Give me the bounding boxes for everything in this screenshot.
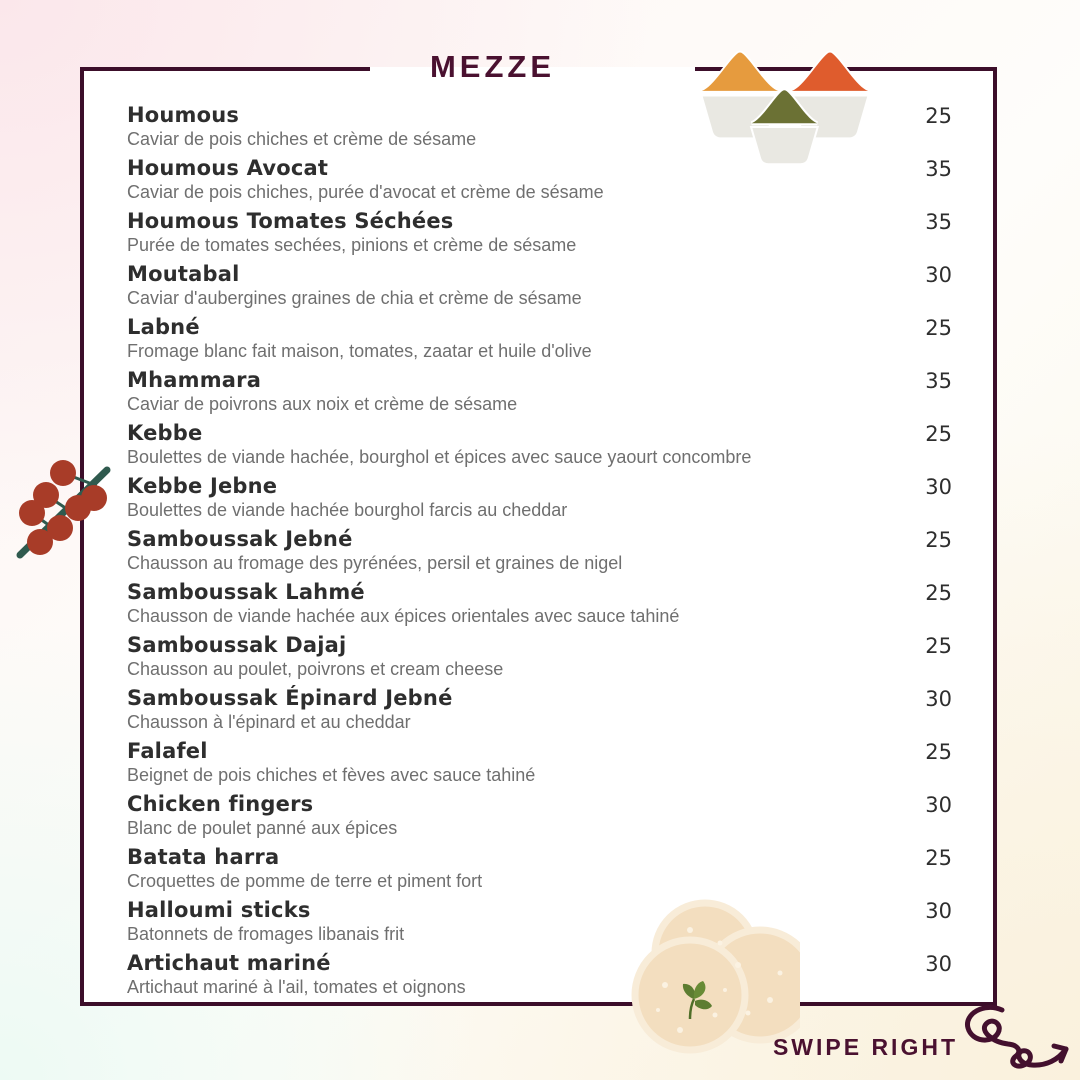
- item-price: 35: [925, 369, 952, 393]
- item-description: Chausson au fromage des pyrénées, persil et graines de nigel: [127, 553, 623, 573]
- item-name: Houmous: [127, 103, 240, 127]
- spice-bowls-illustration: [698, 44, 874, 164]
- page-title: MEZZE: [429, 49, 556, 84]
- menu-item-row: [127, 792, 952, 839]
- card-border-right: [993, 67, 997, 1006]
- item-name: Labné: [127, 315, 200, 339]
- swipe-right-label: SWIPE RIGHT: [772, 1034, 958, 1060]
- item-price: 30: [925, 687, 952, 711]
- item-price: 25: [925, 846, 952, 870]
- item-price: 25: [925, 104, 952, 128]
- item-description: Chausson au poulet, poivrons et cream cheese: [127, 659, 504, 679]
- item-price: 35: [925, 157, 952, 181]
- bowl-bottom: [752, 128, 816, 163]
- item-price: 25: [925, 634, 952, 658]
- item-price: 25: [925, 581, 952, 605]
- item-price: 25: [925, 316, 952, 340]
- item-description: Caviar d'aubergines graines de chia et crème de sésame: [127, 288, 582, 308]
- spice-pile-orange: [702, 53, 778, 91]
- menu-item-row: [127, 580, 952, 627]
- item-price: 25: [925, 422, 952, 446]
- menu-item-row: [127, 209, 952, 256]
- item-description: Artichaut mariné à l'ail, tomates et oignons: [127, 977, 466, 997]
- menu-item-row: [127, 633, 952, 680]
- menu-item-row: [127, 474, 952, 521]
- item-price: 30: [925, 793, 952, 817]
- menu-item-row: [127, 262, 952, 309]
- item-name: Kebbe: [127, 421, 203, 445]
- item-description: Batonnets de fromages libanais frit: [127, 924, 405, 944]
- item-name: Samboussak Lahmé: [127, 580, 365, 604]
- item-name: Artichaut mariné: [127, 951, 331, 975]
- item-description: Beignet de pois chiches et fèves avec sauce tahiné: [127, 765, 536, 785]
- spice-pile-red: [792, 53, 868, 91]
- item-description: Boulettes de viande hachée bourghol farcis au cheddar: [127, 500, 568, 520]
- item-name: Chicken fingers: [127, 792, 314, 816]
- item-name: Samboussak Épinard Jebné: [127, 686, 453, 710]
- menu-item-row: [127, 951, 952, 998]
- item-description: Purée de tomates sechées, pinions et crème de sésame: [127, 235, 577, 255]
- item-description: Caviar de poivrons aux noix et crème de sésame: [127, 394, 518, 414]
- menu-item-row: [127, 368, 952, 415]
- item-description: Boulettes de viande hachée, bourghol et épices avec sauce yaourt concombre: [127, 447, 752, 467]
- berry-branch-illustration: [10, 450, 122, 600]
- item-price: 30: [925, 475, 952, 499]
- item-name: Falafel: [127, 739, 208, 763]
- menu-item-row: [127, 527, 952, 574]
- item-description: Croquettes de pomme de terre et piment fort: [127, 871, 483, 891]
- item-name: Houmous Tomates Séchées: [127, 209, 454, 233]
- item-description: Blanc de poulet panné aux épices: [127, 818, 398, 838]
- item-price: 25: [925, 740, 952, 764]
- item-price: 25: [925, 528, 952, 552]
- item-description: Chausson à l'épinard et au cheddar: [127, 712, 411, 732]
- item-description: Chausson de viande hachée aux épices orientales avec sauce tahiné: [127, 606, 680, 626]
- item-name: Houmous Avocat: [127, 156, 329, 180]
- item-name: Samboussak Jebné: [127, 527, 353, 551]
- swirl-arrow-right-icon: [958, 1004, 1078, 1074]
- item-name: Moutabal: [127, 262, 240, 286]
- pita-bread-parsley-illustration: [620, 895, 800, 1055]
- menu-item-row: [127, 315, 952, 362]
- menu-item-row: [127, 739, 952, 786]
- item-price: 30: [925, 899, 952, 923]
- item-name: Batata harra: [127, 845, 280, 869]
- menu-item-row: [127, 686, 952, 733]
- item-description: Caviar de pois chiches, purée d'avocat et crème de sésame: [127, 182, 604, 202]
- item-price: 30: [925, 952, 952, 976]
- item-name: Mhammara: [127, 368, 262, 392]
- item-description: Caviar de pois chiches et crème de sésame: [127, 129, 477, 149]
- item-price: 30: [925, 263, 952, 287]
- menu-item-row: [127, 421, 952, 468]
- card-border-top-left: [80, 67, 370, 71]
- menu-item-row: [127, 898, 952, 945]
- item-description: Fromage blanc fait maison, tomates, zaatar et huile d'olive: [127, 341, 592, 361]
- menu-item-list: [127, 103, 952, 1004]
- item-name: Halloumi sticks: [127, 898, 311, 922]
- menu-item-row: [127, 845, 952, 892]
- item-name: Kebbe Jebne: [127, 474, 278, 498]
- item-name: Samboussak Dajaj: [127, 633, 347, 657]
- item-price: 35: [925, 210, 952, 234]
